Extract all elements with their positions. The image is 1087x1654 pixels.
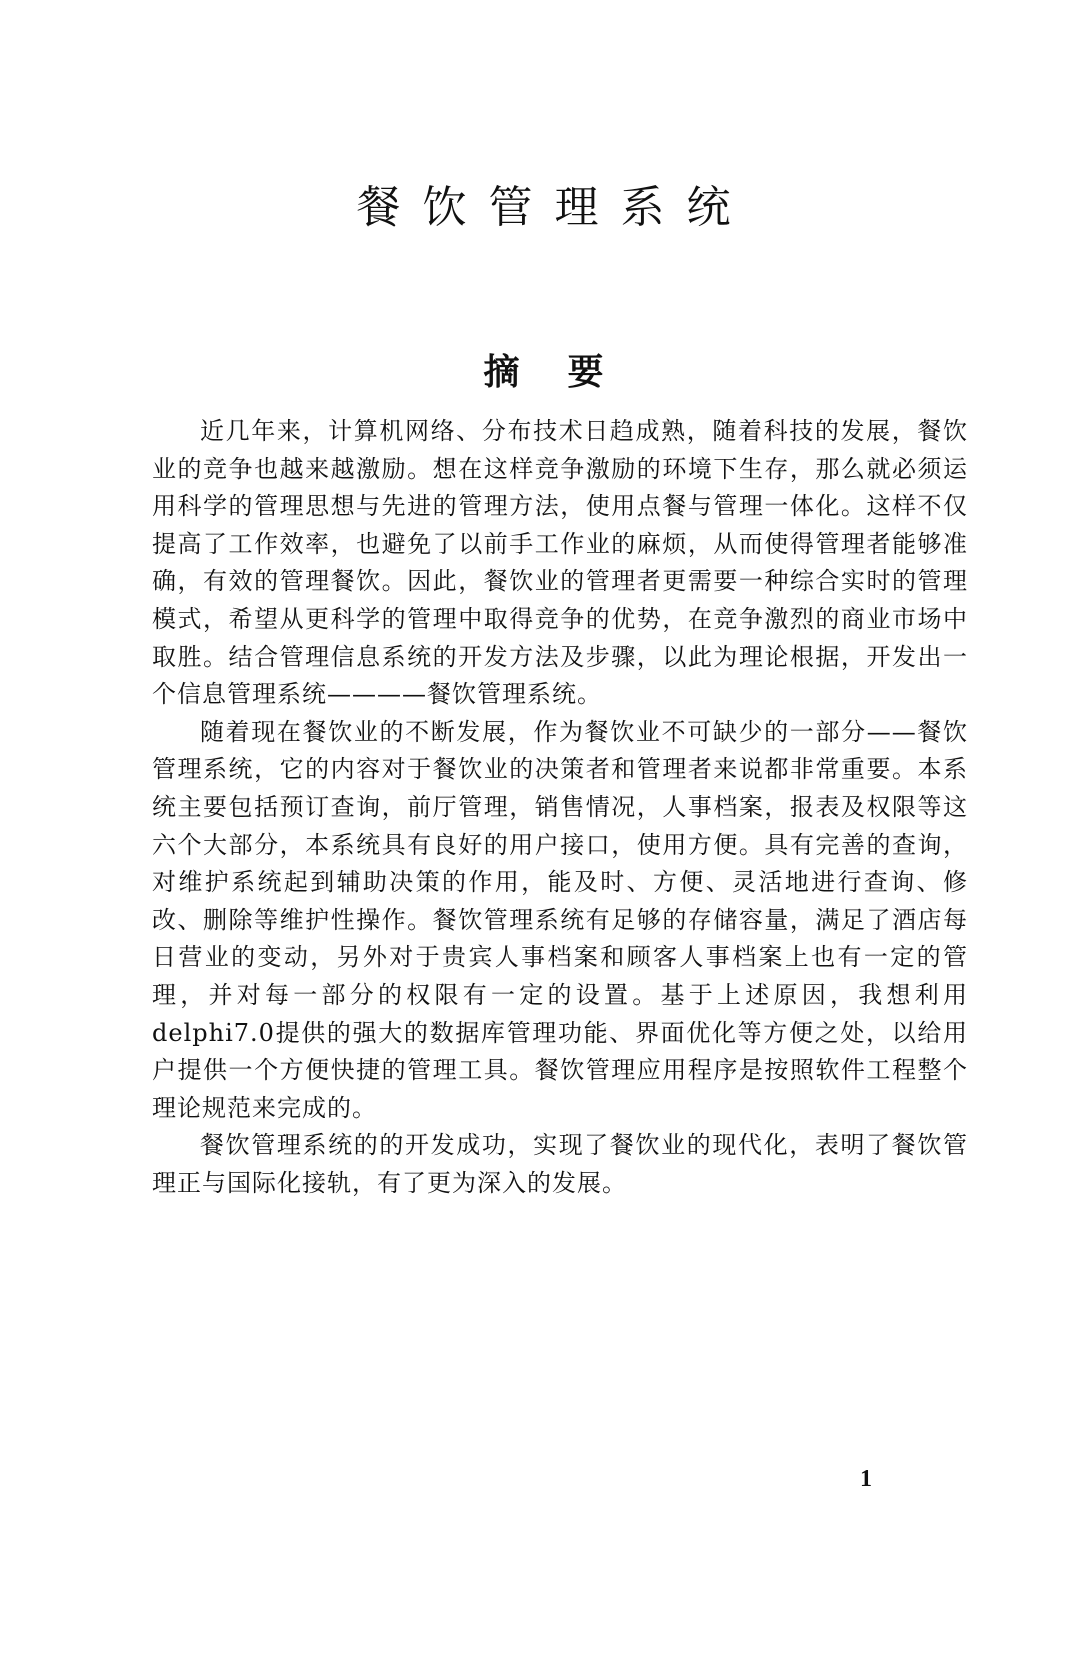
page-number: 1 [860, 1466, 872, 1492]
abstract-body [152, 413, 968, 1202]
document-title: 餐饮管理系统 [356, 182, 753, 233]
abstract-paragraph-3: 餐饮管理系统的的开发成功，实现了餐饮业的现代化，表明了餐饮管理正与国际化接轨，有了更为深入的发展。 [152, 1131, 968, 1197]
abstract-paragraph-2: 随着现在餐饮业的不断发展，作为餐饮业不可缺少的一部分——餐饮管理系统，它的内容对于餐饮业的决策者和管理者来说都非常重要。本系统主要包括预订查询，前厅管理，销售情况，人事档案，报表及权限等这六个大部分，本系统具有良好的用户接口，使用方便。具有完善的查询，对维护系统起到辅助决策的作用，能及时、方便、灵活地进行查询、修改、删除等维护性操作。餐饮管理系统有足够的存储容量，满足了酒店每日营业的变动，另外对于贵宾人事档案和顾客人事档案上也有一定的管理，并对每一部分的权限有一定的设置。基于上述原因，我想利用delphi7.0提供的强大的数据库管理功能、界面优化等方便之处，以给用户提供一个方便快捷的管理工具。餐饮管理应用程序是按照软件工程整个理论规范来完成的。 [152, 717, 968, 1122]
abstract-heading: 摘要 [483, 352, 652, 393]
abstract-paragraph-1: 近几年来，计算机网络、分布技术日趋成熟，随着科技的发展，餐饮业的竞争也越来越激励。想在这样竞争激励的环境下生存，那么就必须运用科学的管理思想与先进的管理方法，使用点餐与管理一体化。这样不仅提高了工作效率，也避免了以前手工作业的麻烦，从而使得管理者能够准确，有效的管理餐饮。因此，餐饮业的管理者更需要一种综合实时的管理模式，希望从更科学的管理中取得竞争的优势，在竞争激烈的商业市场中取胜。结合管理信息系统的开发方法及步骤，以此为理论根据，开发出一个信息管理系统————餐饮管理系统。 [152, 417, 968, 709]
